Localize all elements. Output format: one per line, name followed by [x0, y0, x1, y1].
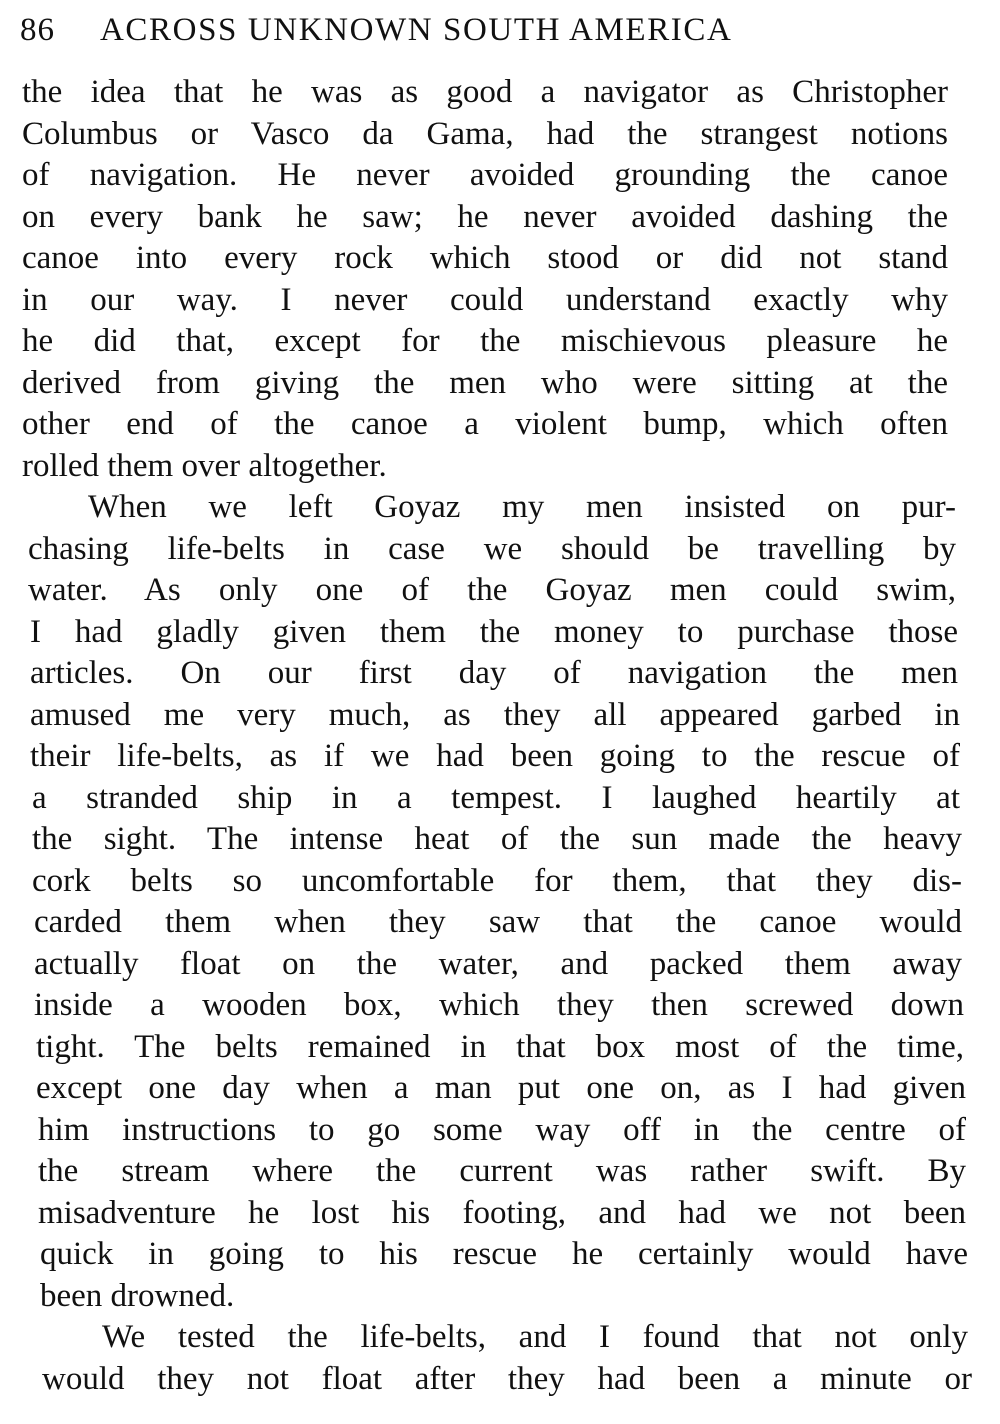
text-line: except one day when a man put one on, as I had given [36, 1070, 966, 1106]
text-line: their life-belts, as if we had been going to the rescue of [30, 738, 960, 774]
text-line: articles. On our first day of navigation the men [30, 655, 958, 691]
text-line: of navigation. He never avoided grounding the canoe [22, 157, 948, 193]
text-line: Columbus or Vasco da Gama, had the strangest notions [22, 116, 948, 152]
running-title: ACROSS UNKNOWN SOUTH AMERICA [100, 12, 733, 48]
text-line: carded them when they saw that the canoe would [34, 904, 962, 940]
text-line: amused me very much, as they all appeared garbed in [30, 697, 960, 733]
text-line: cork belts so uncomfortable for them, that they dis- [32, 863, 962, 899]
text-line: actually float on the water, and packed them away [34, 946, 962, 982]
text-line: a stranded ship in a tempest. I laughed heartily at [32, 780, 960, 816]
page-number: 86 [20, 12, 55, 48]
text-line: canoe into every rock which stood or did not stand [22, 240, 948, 276]
text-line: been drowned. [40, 1278, 235, 1314]
text-line: him instructions to go some way off in the centre of [38, 1112, 966, 1148]
text-line: We tested the life-belts, and I found that not only [102, 1319, 968, 1355]
text-line: other end of the canoe a violent bump, which often [22, 406, 948, 442]
text-line: the sight. The intense heat of the sun made the heavy [32, 821, 962, 857]
text-line: water. As only one of the Goyaz men could swim, [28, 572, 956, 608]
text-line: the idea that he was as good a navigator as Christopher [22, 74, 948, 110]
text-line: chasing life-belts in case we should be travelling by [28, 531, 956, 567]
text-line: on every bank he saw; he never avoided dashing the [22, 199, 948, 235]
text-line: tight. The belts remained in that box most of the time, [36, 1029, 964, 1065]
text-line: rolled them over altogether. [22, 448, 387, 484]
text-line: derived from giving the men who were sitting at the [22, 365, 948, 401]
text-line: in our way. I never could understand exactly why [22, 282, 948, 318]
text-line: inside a wooden box, which they then screwed down [34, 987, 964, 1023]
running-head [20, 6, 970, 54]
text-line: When we left Goyaz my men insisted on pur- [88, 489, 956, 525]
text-line: he did that, except for the mischievous pleasure he [22, 323, 948, 359]
text-line: I had gladly given them the money to purchase those [30, 614, 958, 650]
text-line: would they not float after they had been a minute or [42, 1361, 972, 1397]
text-line: quick in going to his rescue he certainly would have [40, 1236, 968, 1272]
text-line: misadventure he lost his footing, and had we not been [38, 1195, 966, 1231]
text-line: the stream where the current was rather swift. By [38, 1153, 966, 1189]
